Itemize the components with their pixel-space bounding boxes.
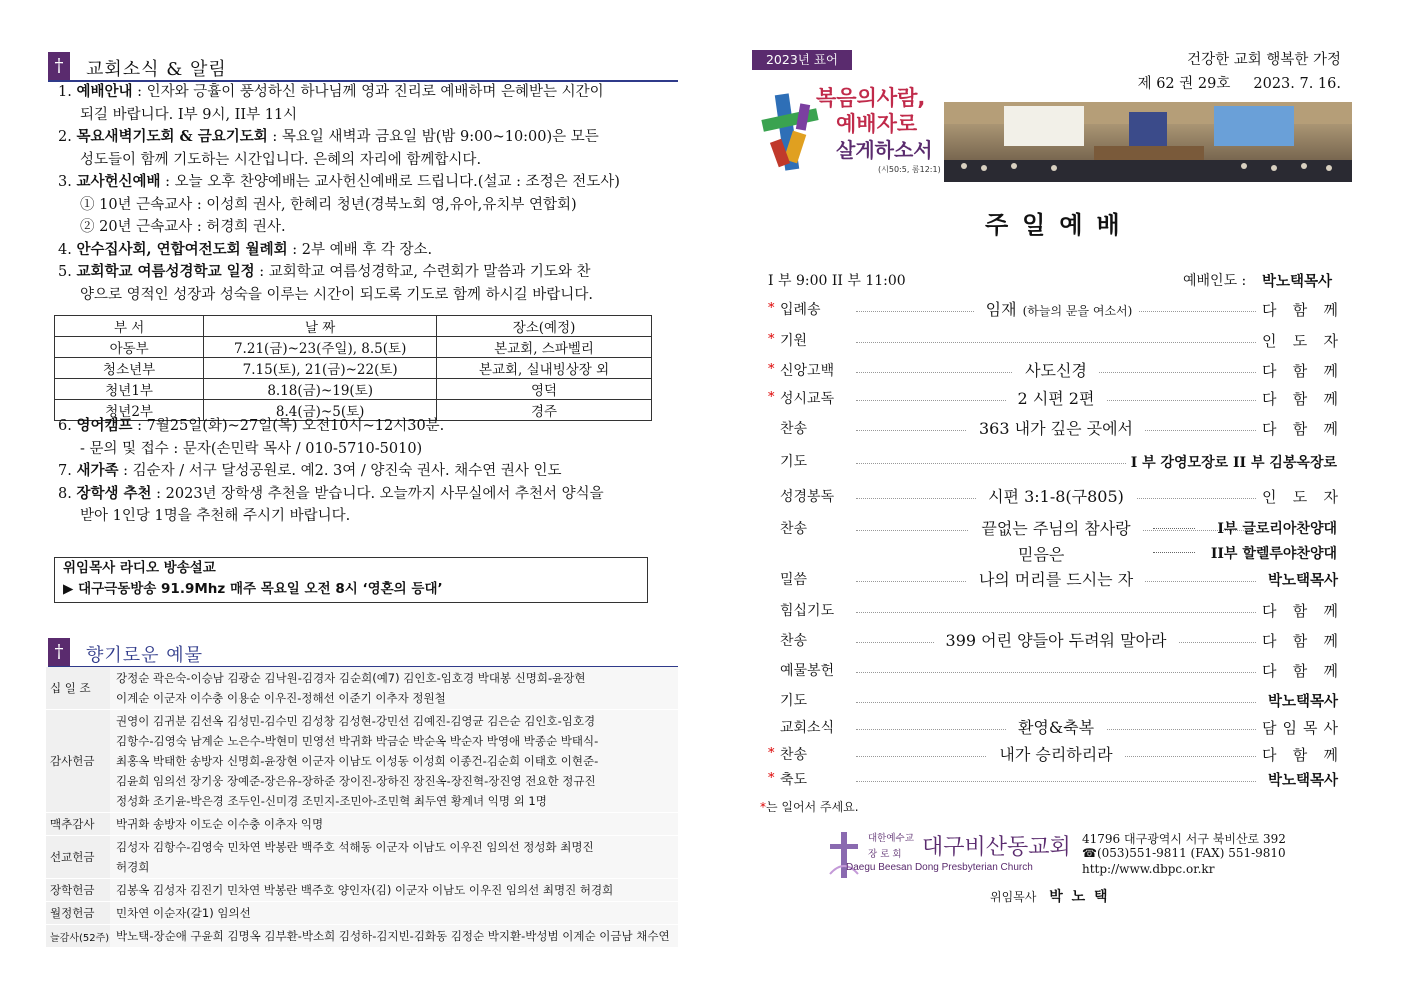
choir-1: I부 글로리아찬양대 [1217, 521, 1337, 537]
offering-title: 향기로운 예물 [86, 645, 204, 666]
offering-names [110, 813, 678, 835]
notice-text: 성도들이 함께 기도하는 시간입니다. 은혜의 자리에 함께합시다. [80, 151, 482, 168]
worship-order-item [760, 630, 1338, 654]
notice-text: : 목요일 새벽과 금요일 밤(밤 9:00~10:00)은 모든 [267, 129, 599, 145]
notice-line [58, 104, 678, 127]
cross-icon: † [48, 638, 70, 666]
standing-star: * [768, 332, 775, 347]
standing-star: * [768, 362, 775, 377]
offering-names [110, 667, 678, 709]
offering-names [110, 879, 678, 901]
order-item-text [974, 300, 1139, 319]
dotted-leader [856, 612, 1256, 613]
notice-line [58, 460, 678, 483]
offering-section-header [48, 638, 678, 668]
order-item-leader: 인 도 자 [1262, 488, 1338, 506]
order-item-title: 예물봉헌 [780, 663, 835, 679]
order-item-leader: 다 함 께 [1262, 390, 1338, 408]
notice-number: 2. [58, 129, 77, 145]
offering-name-line: 민차연 이순자(갈1) 임의선 [116, 906, 251, 920]
table-row [55, 337, 652, 358]
order-item-content [856, 297, 1256, 320]
offering-list [46, 667, 678, 948]
order-item-text [969, 519, 1142, 538]
offering-names [110, 710, 678, 812]
order-item-text [987, 745, 1124, 764]
order-item-title: 찬송 [780, 421, 808, 437]
notice-line [58, 149, 678, 172]
table-cell: 청년2부 [55, 400, 204, 421]
order-item-main: 363 내가 깊은 곳에서 [973, 419, 1139, 438]
notice-text: : 오늘 오후 찬양예배는 교사헌신예배로 드립니다.(설교 : 조정은 전도사) [160, 174, 620, 190]
worship-order-item [760, 299, 1338, 323]
offering-label: 늘감사(52주) [46, 925, 110, 947]
order-item-leader: 박노택목사 [1267, 572, 1338, 589]
order-item-title: 성시교독 [780, 391, 835, 407]
offering-name-line: 최홍옥 박태한 송방자 신명희-윤장현 이군자 이남도 이성동 이성희 이종건-김순희 이태호 이현준- [116, 754, 599, 768]
order-item-content [856, 416, 1256, 439]
offering-label: 선교헌금 [46, 836, 110, 878]
order-item-content [856, 742, 1256, 765]
order-item-main: 사도신경 [1019, 361, 1093, 380]
notice-heading: 목요새벽기도회 & 금요기도회 [76, 128, 268, 145]
motto-reference: (시50:5, 롬12:1) [878, 165, 941, 174]
order-item-content [856, 715, 1256, 738]
worship-order-item [760, 486, 1338, 510]
order-item-leader: 다 함 께 [1262, 301, 1338, 319]
notice-number: 3. [58, 174, 77, 190]
order-item-leader: 다 함 께 [1262, 662, 1338, 680]
church-website[interactable]: http://www.dbpc.or.kr [1082, 862, 1215, 876]
table-cell: 청소년부 [55, 358, 204, 379]
church-tagline: 건강한 교회 행복한 가정 [1187, 52, 1341, 68]
table-cell: 본교회, 실내빙상장 외 [437, 358, 652, 379]
worship-order-item [760, 717, 1338, 741]
sanctuary-image [944, 102, 1352, 182]
notice-line [58, 239, 678, 262]
notice-text: ① 10년 근속교사 : 이성희 권사, 한혜리 청년(경북노회 영,유아,유치부 연합회) [80, 196, 577, 213]
notice-line [58, 505, 678, 528]
order-item-leader: 담 임 목 사 [1262, 719, 1338, 737]
worship-order-item [760, 600, 1338, 624]
standing-star: * [768, 746, 775, 761]
worship-order-item [760, 418, 1338, 442]
order-item-text [967, 570, 1145, 589]
offering-label: 감사헌금 [46, 710, 110, 812]
table-row [55, 379, 652, 400]
leader-label: 예배인도 : [1183, 273, 1247, 289]
notice-list [58, 81, 678, 306]
church-phone: ☎(053)551-9811 (FAX) 551-9810 [1082, 846, 1286, 860]
church-logo-icon [826, 828, 862, 882]
order-item-text [1013, 361, 1099, 380]
order-item-content [856, 567, 1256, 590]
notice-heading: 안수집사회, 연합여전도회 월례회 [76, 240, 288, 258]
order-item-title: 축도 [780, 772, 808, 788]
note-text: 는 일어서 주세요. [766, 800, 859, 814]
notice-heading: 새가족 [76, 462, 119, 479]
table-header: 장소(예정) [437, 316, 652, 337]
order-item-title: 성경봉독 [780, 489, 835, 505]
standing-star: * [768, 390, 775, 405]
table-cell: 청년1부 [55, 379, 204, 400]
order-item-title: 신앙고백 [780, 363, 835, 379]
issue-info: 제 62 권 29호 2023. 7. 16. [1137, 76, 1341, 92]
notice-text: ② 20년 근속교사 : 허경희 권사. [80, 219, 286, 235]
offering-names [110, 902, 678, 924]
notice-text: 받아 1인당 1명을 추천해 주시기 바랍니다. [80, 508, 351, 524]
notice-text: : 2023년 장학생 추천을 받습니다. 오늘까지 사무실에서 추천서 양식을 [151, 485, 604, 502]
notice-heading: 교사헌신예배 [76, 173, 161, 190]
notice-list-2 [58, 415, 678, 528]
table-cell: 본교회, 스파벨리 [437, 337, 652, 358]
notice-number: 8. [58, 485, 77, 502]
offering-name-line: 허경희 [116, 860, 150, 874]
church-name: 대구비산동교회 [922, 835, 1071, 860]
dotted-leader [1153, 528, 1195, 529]
worship-order-item [760, 360, 1338, 384]
notice-text: : 교회학교 여름성경학교, 수련회가 말씀과 기도와 찬 [254, 264, 591, 280]
motto-line-1: 복음의사람, [816, 86, 926, 110]
order-item-content [856, 358, 1256, 381]
table-cell: 경주 [437, 400, 652, 421]
order-item-main: 나의 머리를 드시는 자 [973, 570, 1139, 589]
offering-name-line: 권영이 김귀분 김선옥 김성민-김수민 김성창 김성현-강민선 김예진-김영균 김은순 김인호-임호경 [116, 714, 596, 728]
offering-name-line: 정성화 조기윤-박은경 조두인-신미경 조민지-조민아-조민혁 최두연 황계녀 익명 외 1명 [116, 794, 547, 808]
offering-row [46, 836, 678, 879]
notice-heading: 예배안내 [76, 83, 133, 100]
order-item-text [1006, 389, 1107, 408]
order-item-title: 기도 [780, 454, 808, 470]
radio-title: 위임목사 라디오 방송설교 [63, 560, 216, 576]
worship-order-item [760, 769, 1338, 793]
order-item-title: 힘십기도 [780, 603, 835, 619]
notice-line [58, 194, 678, 217]
worship-leader: 박노택목사 [1262, 273, 1333, 290]
summer-schedule-table [54, 315, 652, 421]
church-prefix-1: 대한예수교 [868, 833, 914, 844]
church-footer [826, 828, 1286, 888]
offering-names [110, 836, 678, 878]
order-item-leader: 다 함 께 [1262, 420, 1338, 438]
order-item-main: 임재 [980, 300, 1023, 319]
order-item-main: 내가 승리하리라 [993, 745, 1118, 764]
table-cell: 아동부 [55, 337, 204, 358]
order-item-leader: 박노택목사 [1267, 693, 1338, 710]
motto-year-badge: 2023년 표어 [752, 50, 852, 70]
worship-order-item [760, 660, 1338, 684]
offering-row [46, 813, 678, 836]
choir-2: II부 할렐루야찬양대 [1210, 546, 1337, 562]
notice-line [58, 415, 678, 438]
notice-text: - 문의 및 접수 : 문자(손민락 목사 / 010-5710-5010) [80, 440, 423, 457]
stand-note [760, 798, 859, 815]
order-item-main: 끝없는 주님의 참사랑 [975, 519, 1136, 538]
order-item-text [967, 419, 1145, 438]
senior-pastor [990, 886, 1110, 906]
notice-text: 되길 바랍니다. I부 9시, II부 11시 [80, 106, 298, 123]
order-item-text [934, 631, 1179, 650]
order-item-main: 환영&축복 [1012, 718, 1100, 737]
offering-label: 장학헌금 [46, 879, 110, 901]
offering-label: 맥추감사 [46, 813, 110, 835]
notice-heading: 교회학교 여름성경학교 일정 [76, 263, 255, 280]
standing-star: * [768, 771, 775, 786]
dotted-leader [1153, 552, 1195, 553]
notice-number: 6. [58, 418, 77, 434]
order-item-main: 시편 3:1-8(구805) [982, 487, 1130, 506]
offering-name-line: 김성자 김항수-김영숙 민차연 박봉란 백주호 석해동 이군자 이남도 이우진 임의선 정성화 최명진 [116, 840, 594, 854]
order-item-text [1006, 718, 1106, 737]
worship-title: 주일예배 [985, 210, 1134, 239]
prayer-leaders: I 부 강영모장로 II 부 김봉옥장로 [1127, 452, 1337, 472]
notice-number: 5. [58, 264, 77, 280]
notice-line [58, 126, 678, 149]
order-item-leader: 다 함 께 [1262, 632, 1338, 650]
offering-name-line: 이계순 이군자 이수충 이용순 이우진-정해선 이준기 이추자 정원철 [116, 691, 446, 705]
notice-text: : 7월25일(화)~27일(목) 오전10시~12시30분. [132, 418, 445, 434]
order-item-leader: 다 함 께 [1262, 602, 1338, 620]
order-item-title: 교회소식 [780, 720, 835, 736]
dotted-leader [856, 781, 1256, 782]
order-item-leader: 박노택목사 [1267, 772, 1338, 789]
order-item-content [856, 516, 1256, 539]
sanctuary-photo [944, 102, 1352, 182]
notice-line [58, 216, 678, 239]
church-prefix-2: 장 로 회 [868, 849, 902, 860]
dotted-leader [856, 342, 1256, 343]
offering-row [46, 667, 678, 710]
worship-order-item [760, 744, 1338, 768]
offering-name-line: 박노택-장순애 구윤희 김명옥 김부환-박소희 김성하-김지빈-김화동 김정순 박지환-박성범 이계순 이금남 채수연 [116, 929, 670, 943]
order-item-leader: 다 함 께 [1262, 362, 1338, 380]
table-cell: 7.21(금)~23(주일), 8.5(토) [204, 337, 437, 358]
order-item-leader: 인 도 자 [1262, 332, 1338, 350]
service-times: I 부 9:00 II 부 11:00 [768, 273, 906, 289]
radio-detail: ▶ 대구극동방송 91.9Mhz 매주 목요일 오전 8시 ‘영혼의 등대’ [63, 581, 443, 597]
table-cell: 8.18(금)~19(토) [204, 379, 437, 400]
pastor-name: 박 노 택 [1049, 889, 1110, 905]
notice-text: : 김순자 / 서구 달성공원로. 예2. 3여 / 양진숙 권사. 채수연 권사 인도 [118, 463, 562, 479]
offering-row [46, 902, 678, 925]
motto-logo [758, 84, 944, 182]
order-item-title: 밀씀 [780, 572, 808, 588]
offering-name-line: 김봉옥 김성자 김진기 민차연 박봉란 백주호 양인자(김) 이군자 이남도 이우진 임의선 최명진 허경희 [116, 883, 614, 897]
offering-name-line: 김항수-김영숙 남계순 노은수-박현미 민영선 박귀화 박금순 박순옥 박순자 박영애 박종순 박태식- [116, 734, 599, 748]
notice-number: 1. [58, 84, 77, 100]
order-item-text [976, 487, 1136, 506]
notice-line [58, 284, 678, 307]
pastor-label: 위임목사 [990, 890, 1037, 904]
order-item-title: 기도 [780, 693, 808, 709]
offering-label: 월정헌금 [46, 902, 110, 924]
table-header: 부 서 [55, 316, 204, 337]
radio-sermon-box [54, 557, 648, 603]
motto-line-2: 예배자로 [836, 112, 918, 136]
news-title: 교회소식 & 알림 [86, 59, 227, 80]
church-address: 41796 대구광역시 서구 북비산로 392 [1082, 832, 1286, 846]
notice-heading: 장학생 추천 [76, 484, 152, 502]
order-item-title: 찬송 [780, 747, 808, 763]
notice-text: : 2부 예배 후 각 장소. [287, 241, 433, 258]
table-cell: 7.15(토), 21(금)~22(토) [204, 358, 437, 379]
order-item-title: 기원 [780, 333, 808, 349]
order-item-main: 399 어린 양들아 두려워 말아라 [940, 631, 1173, 650]
worship-order-item [760, 388, 1338, 412]
order-item-title: 찬송 [780, 633, 808, 649]
notice-number: 4. [58, 241, 77, 258]
order-item-main: 2 시편 2편 [1012, 389, 1101, 408]
standing-star: * [768, 301, 775, 316]
notice-line [58, 261, 678, 284]
notice-text: : 인자와 긍휼이 풍성하신 하나님께 영과 진리로 예배하며 은혜받는 시간이 [132, 84, 604, 100]
notice-line [58, 483, 678, 506]
table-cell: 8.4(금)~5(토) [204, 400, 437, 421]
offering-name-line: 김윤희 임의선 장기웅 장예준-장은유-장하준 장이진-장하진 장진옥-장진혁-장진영 전요한 정규진 [116, 774, 596, 788]
church-english-name: Daegu Beesan Dong Presbyterian Church [846, 862, 1033, 873]
worship-order-item [760, 569, 1338, 593]
worship-order-item [760, 330, 1338, 354]
offering-label: 십 일 조 [46, 667, 110, 709]
hymn-line-2: 믿음은 [1018, 545, 1065, 564]
notice-number: 7. [58, 463, 77, 479]
offering-name-line: 박귀화 송방자 이도순 이수충 이추자 익명 [116, 817, 324, 831]
notice-text: 양으로 영적인 성장과 성숙을 이루는 시간이 되도록 기도로 함께 하시길 바랍니다. [80, 286, 593, 303]
offering-name-line: 강정순 곽은숙-이승남 김광순 김낙원-김경자 김순희(예7) 김인호-임호경 박대봉 신명희-윤장현 [116, 671, 586, 685]
order-item-title: 찬송 [780, 521, 808, 537]
notice-heading: 영어캠프 [76, 417, 133, 434]
order-item-content [856, 386, 1256, 409]
offering-row [46, 710, 678, 813]
table-cell: 영덕 [437, 379, 652, 400]
motto-line-3: 살게하소서 [836, 138, 933, 162]
news-section-header [48, 52, 678, 82]
offering-row [46, 879, 678, 902]
table-header: 날 짜 [204, 316, 437, 337]
table-row [55, 358, 652, 379]
notice-line [58, 81, 678, 104]
offering-row [46, 925, 678, 948]
note-star: * [760, 800, 766, 814]
notice-line [58, 438, 678, 461]
notice-line [58, 171, 678, 194]
offering-names [110, 925, 678, 947]
order-item-title: 입례송 [780, 302, 821, 318]
order-item-subtitle: (하늘의 문을 여소서) [1022, 304, 1133, 318]
worship-order-item [760, 690, 1338, 714]
order-item-content [856, 628, 1256, 651]
order-item-leader: 다 함 께 [1262, 746, 1338, 764]
cross-icon: † [48, 52, 70, 80]
dotted-leader [856, 672, 1256, 673]
dotted-leader [856, 702, 1256, 703]
order-item-content [856, 484, 1256, 507]
